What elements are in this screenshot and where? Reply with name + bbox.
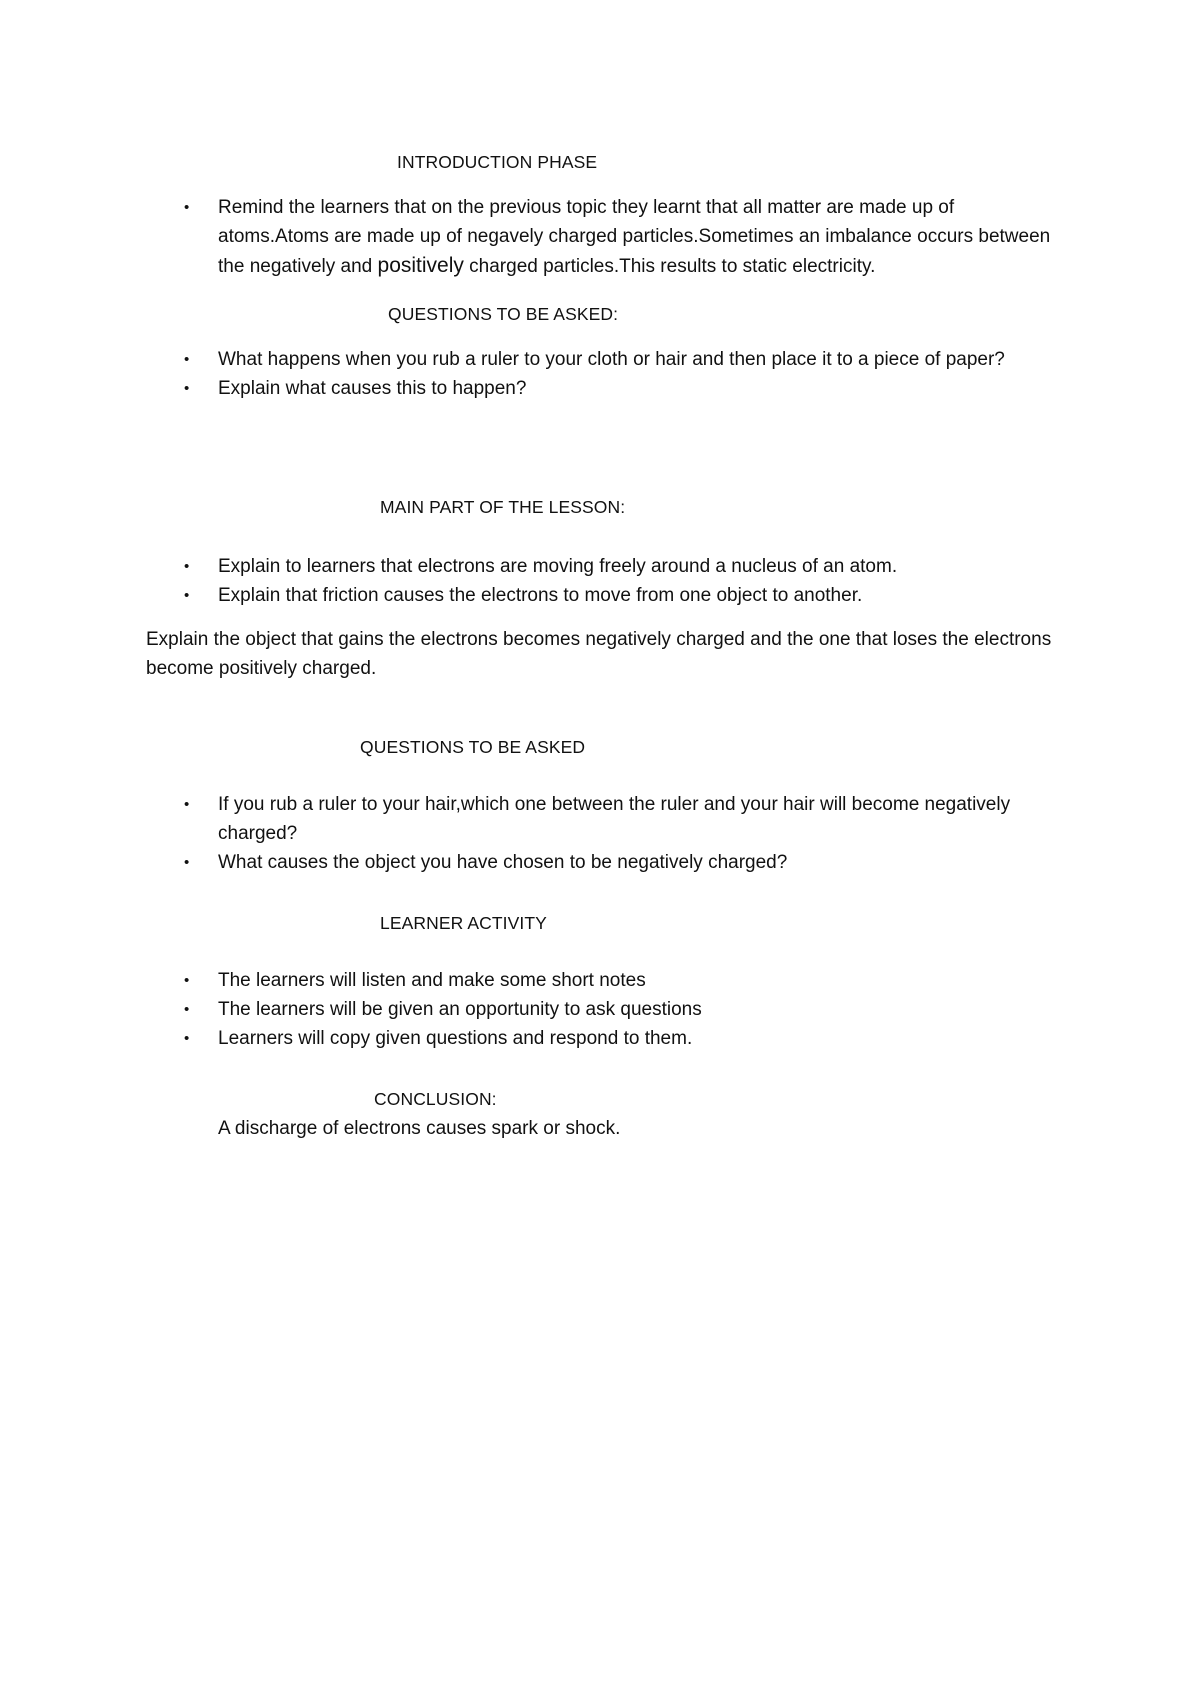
main-part-list bbox=[176, 552, 1056, 610]
question-text: What happens when you rub a ruler to your cloth or hair and then place it to a piece of paper? bbox=[218, 349, 1005, 370]
bullet-icon: • bbox=[184, 351, 190, 368]
bullet-icon: • bbox=[184, 854, 190, 871]
activity-text: The learners will listen and make some short notes bbox=[218, 970, 646, 991]
intro-text-part-2: charged particles.This results to static electricity. bbox=[463, 256, 876, 277]
bullet-icon: • bbox=[184, 972, 190, 989]
conclusion-text: A discharge of electrons causes spark or shock. bbox=[218, 1118, 621, 1139]
question-text: If you rub a ruler to your hair,which one between the ruler and your hair will become negatively charged? bbox=[218, 794, 1011, 844]
main-part-paragraph: Explain the object that gains the electrons becomes negatively charged and the one that loses the electrons become positively charged. bbox=[146, 629, 1052, 679]
list-item bbox=[176, 552, 1056, 581]
intro-text-emphasis: positively bbox=[377, 254, 464, 277]
intro-list bbox=[176, 193, 1056, 281]
bullet-icon: • bbox=[184, 558, 190, 575]
questions-1-heading: QUESTIONS TO BE ASKED: bbox=[388, 304, 619, 324]
main-part-text: Explain that friction causes the electrons to move from one object to another. bbox=[218, 585, 863, 606]
intro-heading: INTRODUCTION PHASE bbox=[397, 152, 598, 172]
list-item bbox=[176, 790, 1056, 848]
list-item bbox=[176, 374, 1056, 403]
main-part-heading: MAIN PART OF THE LESSON: bbox=[380, 497, 626, 517]
list-item bbox=[176, 966, 1056, 995]
list-item bbox=[176, 848, 1056, 877]
main-part-text: Explain to learners that electrons are moving freely around a nucleus of an atom. bbox=[218, 556, 898, 577]
bullet-icon: • bbox=[184, 380, 190, 397]
learner-activity-list bbox=[176, 966, 1056, 1053]
questions-2-heading: QUESTIONS TO BE ASKED bbox=[360, 737, 586, 757]
conclusion-heading: CONCLUSION: bbox=[374, 1089, 497, 1109]
question-text: Explain what causes this to happen? bbox=[218, 378, 527, 399]
intro-text-part-1: Remind the learners that on the previous topic they learnt that all matter are made up of atoms.Atoms are made up of negavely charged particles.Sometimes an imbalance occurs between the negatively and bbox=[218, 197, 1051, 277]
questions-1-list bbox=[176, 345, 1056, 403]
bullet-icon: • bbox=[184, 199, 190, 216]
learner-activity-heading: LEARNER ACTIVITY bbox=[380, 913, 547, 933]
list-item bbox=[176, 581, 1056, 610]
list-item bbox=[176, 1024, 1056, 1053]
bullet-icon: • bbox=[184, 796, 190, 813]
question-text: What causes the object you have chosen to be negatively charged? bbox=[218, 852, 788, 873]
list-item bbox=[176, 193, 1056, 281]
activity-text: Learners will copy given questions and respond to them. bbox=[218, 1028, 693, 1049]
list-item bbox=[176, 995, 1056, 1024]
list-item bbox=[176, 345, 1056, 374]
bullet-icon: • bbox=[184, 1001, 190, 1018]
questions-2-list bbox=[176, 790, 1056, 877]
bullet-icon: • bbox=[184, 587, 190, 604]
activity-text: The learners will be given an opportunity to ask questions bbox=[218, 999, 702, 1020]
bullet-icon: • bbox=[184, 1030, 190, 1047]
